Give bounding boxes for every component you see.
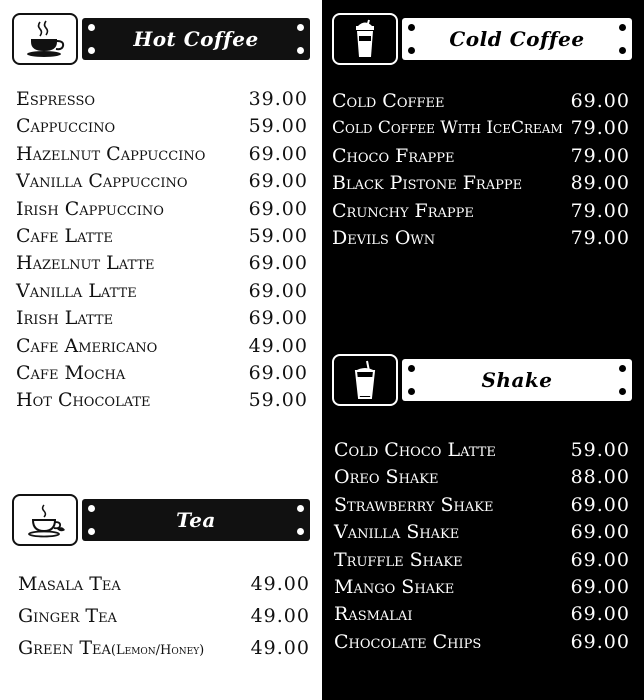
list-item: Mango Shake 69.00 bbox=[334, 575, 630, 598]
cold-coffee-header bbox=[332, 13, 632, 65]
green-tea-note: (Lemon/Honey) bbox=[110, 643, 205, 658]
list-item: Chocolate Chips 69.00 bbox=[334, 630, 630, 653]
shake-list bbox=[334, 437, 630, 656]
list-item: Espresso 39.00 bbox=[16, 88, 308, 110]
cold-coffee-icon-box bbox=[332, 13, 398, 65]
hot-coffee-title: Hot Coffee bbox=[133, 27, 259, 51]
list-item: Rasmalai 69.00 bbox=[334, 603, 630, 626]
list-item: Truffle Shake 69.00 bbox=[334, 548, 630, 571]
shake-banner bbox=[402, 359, 632, 401]
tea-cup-icon bbox=[23, 500, 67, 540]
list-item: Cafe Americano 49.00 bbox=[16, 334, 308, 357]
list-item: Oreo Shake 88.00 bbox=[334, 466, 630, 489]
coffee-cup-icon bbox=[23, 19, 67, 59]
hot-coffee-banner bbox=[82, 18, 310, 60]
list-item: Cold Coffee With IceCream 79.00 bbox=[332, 117, 630, 140]
cold-coffee-title: Cold Coffee bbox=[449, 27, 585, 51]
list-item: Green Tea(Lemon/Honey) 49.00 bbox=[18, 637, 310, 659]
list-item: Strawberry Shake 69.00 bbox=[334, 493, 630, 516]
tea-list bbox=[18, 568, 310, 664]
tea-banner bbox=[82, 499, 310, 541]
list-item: Irish Latte 69.00 bbox=[16, 307, 308, 330]
shake-header bbox=[332, 354, 632, 406]
list-item: Masala Tea 49.00 bbox=[18, 573, 310, 595]
cold-coffee-list bbox=[332, 88, 630, 252]
list-item: Hazelnut Cappuccino 69.00 bbox=[16, 142, 308, 165]
cold-coffee-banner bbox=[402, 18, 632, 60]
list-item: Black Pistone Frappe 89.00 bbox=[332, 172, 630, 195]
hot-coffee-header bbox=[12, 13, 310, 65]
shake-title: Shake bbox=[481, 368, 553, 392]
list-item: Cold Choco Latte 59.00 bbox=[334, 439, 630, 461]
frappe-glass-icon bbox=[345, 18, 385, 60]
list-item: Hot Chocolate 59.00 bbox=[16, 389, 308, 412]
list-item: Cappuccino 59.00 bbox=[16, 115, 308, 138]
tea-title: Tea bbox=[176, 508, 216, 532]
list-item: Crunchy Frappe 79.00 bbox=[332, 199, 630, 222]
list-item: Cafe Mocha 69.00 bbox=[16, 361, 308, 384]
list-item: Ginger Tea 49.00 bbox=[18, 605, 310, 627]
list-item: Irish Cappuccino 69.00 bbox=[16, 197, 308, 220]
right-panel bbox=[322, 0, 644, 700]
tea-header bbox=[12, 494, 310, 546]
tea-icon-box bbox=[12, 494, 78, 546]
list-item: Cafe Latte 59.00 bbox=[16, 224, 308, 247]
list-item: Cold Coffee 69.00 bbox=[332, 90, 630, 112]
list-item: Vanilla Shake 69.00 bbox=[334, 521, 630, 544]
shake-cup-icon bbox=[345, 359, 385, 401]
hot-coffee-list bbox=[16, 86, 308, 415]
list-item: Hazelnut Latte 69.00 bbox=[16, 252, 308, 275]
list-item: Vanilla Latte 69.00 bbox=[16, 279, 308, 302]
hot-coffee-icon-box bbox=[12, 13, 78, 65]
list-item: Vanilla Cappuccino 69.00 bbox=[16, 170, 308, 193]
list-item: Choco Frappe 79.00 bbox=[332, 144, 630, 167]
list-item: Devils Own 79.00 bbox=[332, 226, 630, 249]
shake-icon-box bbox=[332, 354, 398, 406]
